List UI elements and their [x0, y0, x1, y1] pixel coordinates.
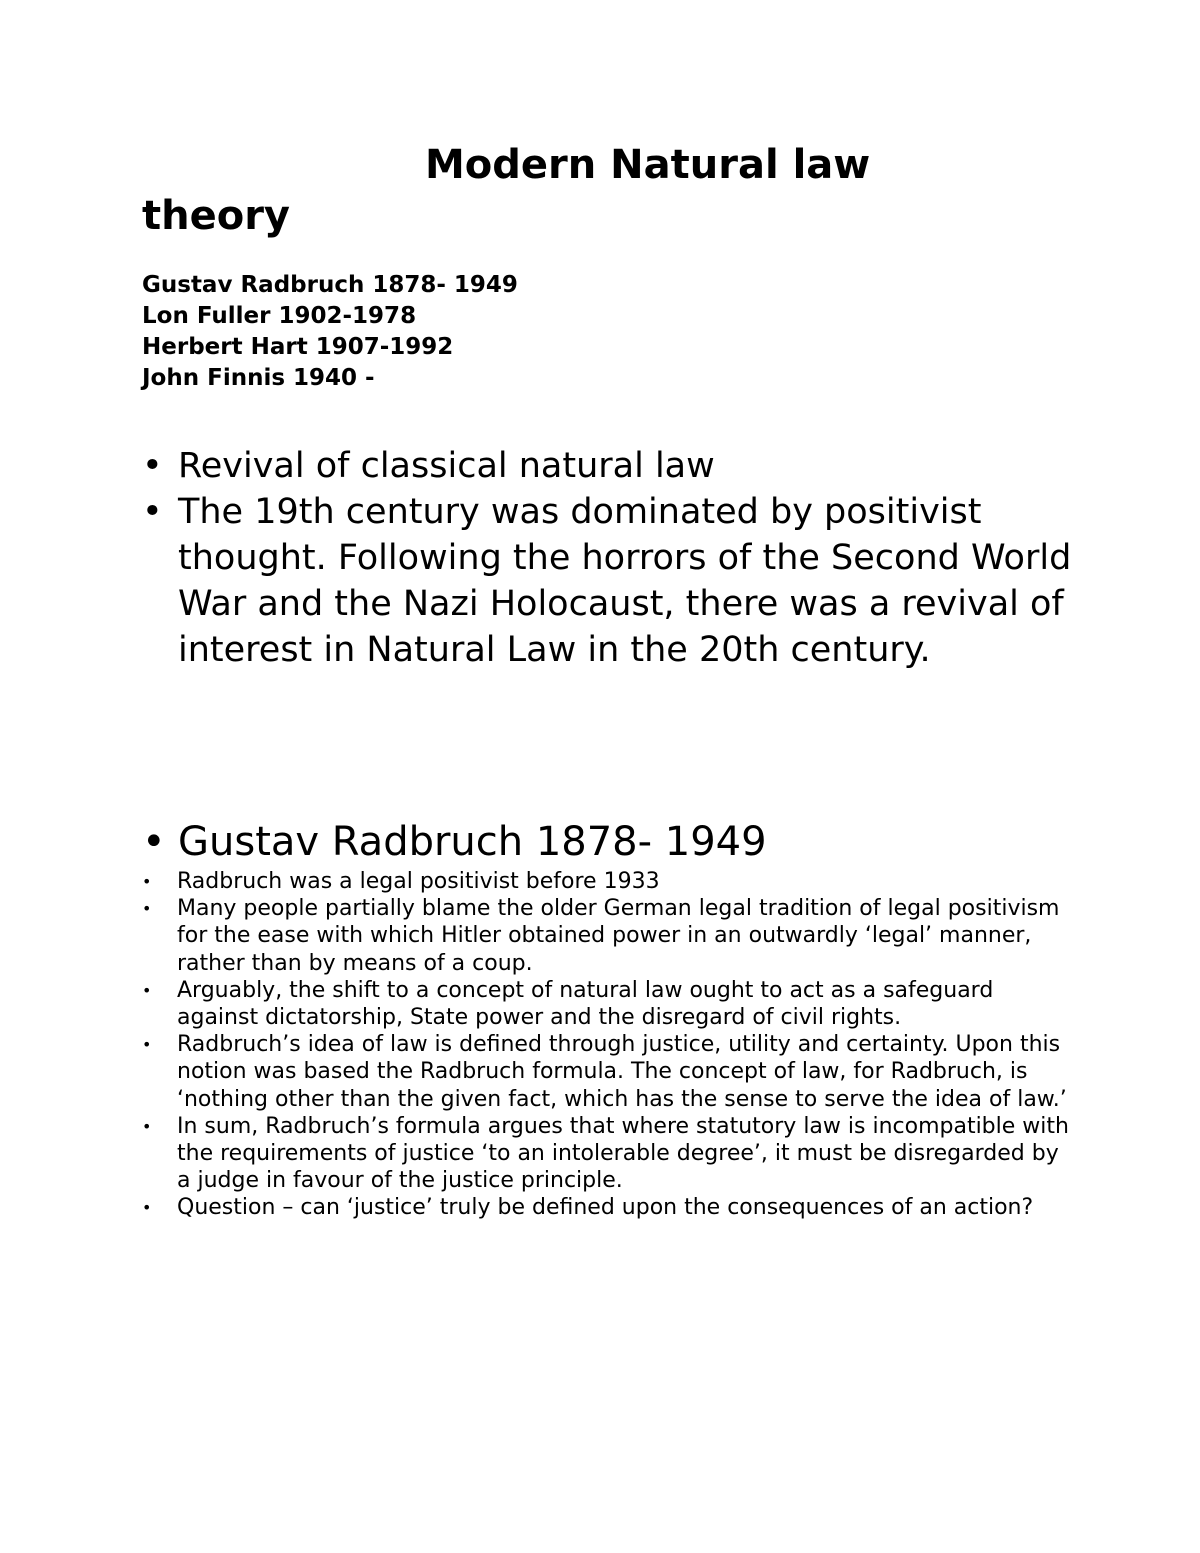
bullet-icon: • [142, 446, 163, 486]
radbruch-point-text: Arguably, the shift to a concept of natural law ought to act as a safeguard against dictatorship, State power and the disregard of civil rights. [177, 977, 994, 1031]
radbruch-point-text: In sum, Radbruch’s formula argues that where statutory law is incompatible with the requirements of justice ‘to an intolerable degree’, it must be disregarded by a judge in favour of the justice principle. [177, 1113, 1069, 1194]
bullet-icon: • [142, 980, 152, 1000]
scholar-list [142, 270, 518, 394]
radbruch-point-list [142, 868, 1072, 1222]
intro-bullet-item [142, 489, 1072, 673]
title-line-2: theory [142, 193, 291, 239]
bullet-icon: • [142, 1198, 152, 1218]
bullet-icon: • [142, 819, 166, 865]
bullet-icon: • [142, 492, 163, 532]
radbruch-point [142, 1194, 1072, 1221]
intro-bullet-list [142, 443, 1072, 673]
radbruch-point-text: Radbruch was a legal positivist before 1933 [177, 869, 660, 894]
intro-bullet-text: The 19th century was dominated by positivist thought. Following the horrors of the Second World War and the Nazi Holocaust, there was a revival of interest in Natural Law in the 20th century. [178, 492, 1072, 670]
bullet-icon: • [142, 899, 152, 919]
document-title [142, 140, 1062, 242]
intro-bullet-text: Revival of classical natural law [178, 446, 715, 486]
radbruch-point-text: Question – can ‘justice’ truly be defined upon the consequences of an action? [177, 1195, 1034, 1221]
scholar-item: Gustav Radbruch 1878- 1949 [142, 272, 518, 298]
bullet-icon: • [142, 872, 152, 891]
bullet-icon: • [142, 1116, 152, 1136]
bullet-icon: • [142, 1035, 152, 1055]
title-line-1: Modern Natural law [425, 142, 871, 188]
radbruch-point [142, 1031, 1072, 1113]
radbruch-point [142, 895, 1072, 977]
radbruch-point-text: Many people partially blame the older German legal tradition of legal positivism for the ease with which Hitler obtained power in an outwardly ‘legal’ manner, rather than by means of a coup. [177, 896, 1060, 976]
radbruch-heading-text: Gustav Radbruch 1878- 1949 [178, 819, 767, 865]
radbruch-point [142, 977, 1072, 1031]
radbruch-point [142, 1113, 1072, 1195]
intro-bullet-item [142, 443, 1072, 489]
radbruch-heading [142, 815, 1072, 869]
radbruch-point [142, 868, 1072, 895]
scholar-item: Lon Fuller 1902-1978 [142, 303, 417, 329]
radbruch-point-text: Radbruch’s idea of law is defined through justice, utility and certainty. Upon this notion was based the Radbruch formula. The concept of law, for Radbruch, is ‘nothing other than the given fact, which has the sense to serve the idea of law.’ [177, 1032, 1067, 1112]
scholar-item: Herbert Hart 1907-1992 [142, 334, 454, 360]
scholar-item: John Finnis 1940 - [142, 365, 375, 391]
